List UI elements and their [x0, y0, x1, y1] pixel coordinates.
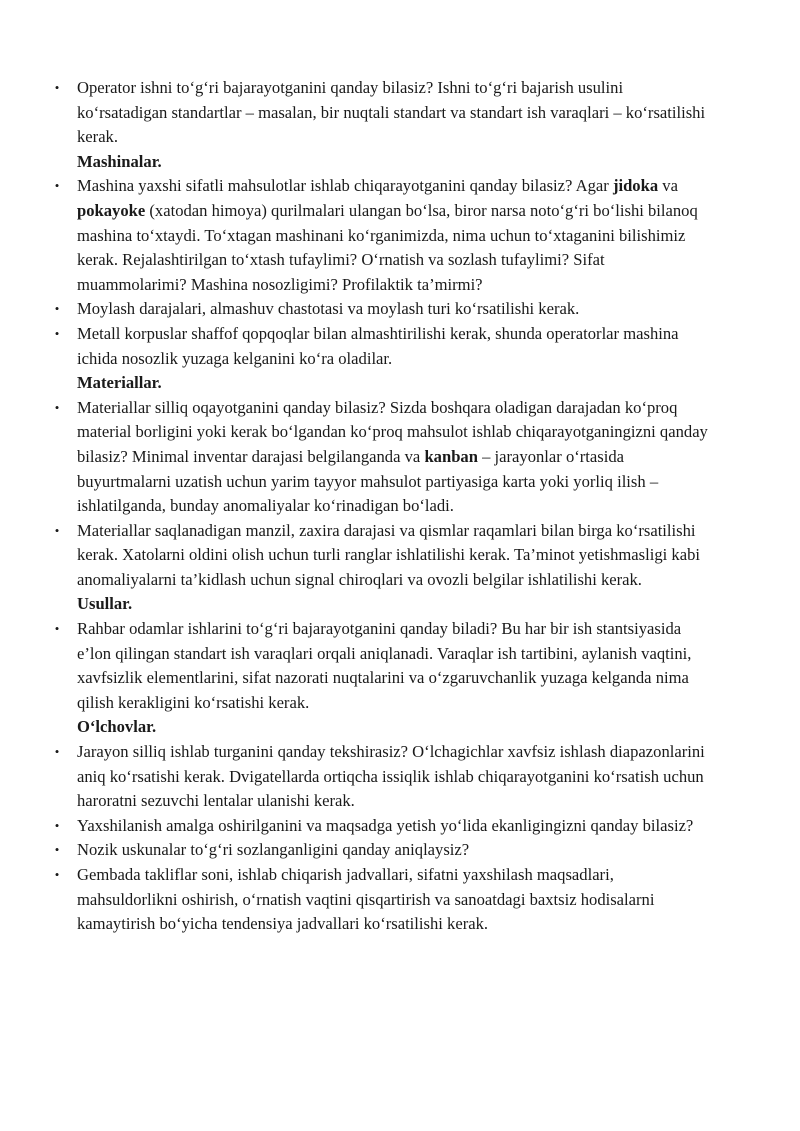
bullet-icon: •	[54, 842, 60, 858]
bullet-icon: •	[54, 325, 60, 341]
bullet-text	[77, 840, 469, 859]
text-run: Yaxshilanish amalga oshirilganini va maqsadga yetish yo‘lida ekanligingizni qanday bilasiz?	[77, 815, 694, 835]
section-heading: Materiallar.	[77, 373, 162, 393]
bullet-item	[0, 297, 712, 322]
text-run: Gembada takliflar soni, ishlab chiqarish jadvallari, sifatni yaxshilash maqsadlari, mahsuldorlikni oshirish, o‘rnatish vaqtini qisqartirish va sanoatdagi baxtsiz hodisalarni kamaytirish bo‘yicha tendensiya jadvallari ko‘rsatilishi kerak.	[77, 865, 655, 934]
text-run: Jarayon silliq ishlab turganini qanday tekshirasiz? O‘lchagichlar xavfsiz ishlash diapazonlarini aniq ko‘rsatishi kerak. Dvigatellarda ortiqcha issiqlik ishlab chiqarayotganini ko‘rsatish uchun haroratni sezuvchi lentalar ulanishi kerak.	[77, 742, 705, 811]
text-run: – jarayonlar o‘rtasida buyurtmalarni uzatish uchun yarim tayyor mahsulot partiyasiga karta yoki yorliq ilish – ishlatilganda, bunday anomaliyalar ko‘rinadigan bo‘ladi.	[77, 446, 659, 516]
document-body	[0, 76, 800, 937]
bold-term: kanban	[424, 446, 478, 466]
bullet-item	[0, 322, 712, 371]
bullet-text	[77, 324, 679, 368]
bullet-icon: •	[54, 867, 60, 882]
bullet-text	[77, 742, 705, 810]
bullet-text	[77, 816, 693, 835]
bullet-text	[77, 78, 705, 146]
bullet-text	[77, 521, 700, 589]
bullet-item	[0, 740, 712, 814]
bullet-text	[77, 299, 579, 318]
bullet-icon: •	[54, 80, 60, 95]
bullet-text	[77, 619, 691, 712]
bullet-text	[77, 176, 698, 293]
section-heading: O‘lchovlar.	[77, 717, 157, 737]
text-run: Mashina yaxshi sifatli mahsulotlar ishlab chiqarayotganini qanday bilasiz? Agar	[77, 176, 613, 196]
bullet-item	[0, 814, 712, 839]
bold-term: jidoka	[612, 176, 659, 196]
bullet-item	[0, 863, 712, 937]
section-heading: Usullar.	[77, 594, 133, 614]
bullet-icon: •	[54, 621, 60, 637]
text-run: Operator ishni to‘g‘ri bajarayotganini qanday bilasiz? Ishni to‘g‘ri bajarish usulini ko‘rsatadigan standartlar – masalan, bir nuqtali standart va standart ish varaqlari – ko‘rsatilishi kerak.	[77, 78, 706, 147]
text-run: Materiallar saqlanadigan manzil, zaxira darajasi va qismlar raqamlari bilan birga ko‘rsatilishi kerak. Xatolarni oldini olish uchun turli ranglar ishlatilishi kerak. Ta’minot yetishmasligi kabi anomaliyalarni ta’kidlash uchun signal chiroqlari va ovozli belgilar ishlatilishi kerak.	[77, 520, 700, 589]
bullet-icon: •	[54, 522, 60, 538]
bullet-item	[0, 396, 712, 519]
section-heading: Mashinalar.	[77, 151, 162, 171]
bullet-item	[0, 76, 712, 150]
bullet-item	[0, 838, 712, 863]
text-run: va	[658, 176, 678, 196]
bullet-icon: •	[54, 817, 60, 833]
text-run: (xatodan himoya) qurilmalari ulangan bo‘lsa, biror narsa noto‘g‘ri bo‘lishi bilanoq mashina to‘xtaydi. To‘xtagan mashinani ko‘rganimizda, nima uchun to‘xtaganini bilishimiz kerak. Rejalashtirilgan to‘xtash tufaylimi? O‘rnatish va sozlash tufaylimi? Sifat muammolarimi? Mashina nosozligimi? Profilaktik ta’mirmi?	[77, 200, 698, 294]
bullet-item	[0, 519, 712, 593]
text-run: Metall korpuslar shaffof qopqoqlar bilan almashtirilishi kerak, shunda operatorlar mashina ichida nosozlik yuzaga kelganini ko‘ra oladilar.	[77, 323, 679, 368]
bullet-item	[0, 174, 712, 297]
text-run: Materiallar silliq oqayotganini qanday bilasiz? Sizda boshqara oladigan darajadan ko‘proq material borligini yoki kerak bo‘lgandan ko‘proq mahsulot ishlab chiqarayotganingizni qanday bilasiz? Minimal inventar darajasi belgilanganda va	[77, 397, 708, 466]
bullet-icon: •	[54, 744, 60, 760]
text-run: Moylash darajalari, almashuv chastotasi va moylash turi ko‘rsatilishi kerak.	[77, 299, 580, 319]
bullet-text	[77, 865, 654, 933]
bold-term: pokayoke	[77, 200, 146, 220]
bullet-icon: •	[54, 301, 60, 317]
text-run: Rahbar odamlar ishlarini to‘g‘ri bajarayotganini qanday biladi? Bu har bir ish stantsiyasida e’lon qilingan standart ish varaqlari orqali aniqlanadi. Varaqlar ish tartibini, aylanish vaqtini, xavfsizlik elementlarini, sifat nazorati nuqtalarini va o‘zgaruvchanlik yuzaga kelganda nima qilish kerakligini ko‘rsatishi kerak.	[77, 619, 692, 712]
text-run: Nozik uskunalar to‘g‘ri sozlanganligini qanday aniqlaysiz?	[77, 840, 470, 860]
bullet-item	[0, 617, 712, 715]
bullet-icon: •	[54, 399, 60, 415]
bullet-icon: •	[54, 178, 60, 194]
bullet-text	[77, 398, 708, 515]
